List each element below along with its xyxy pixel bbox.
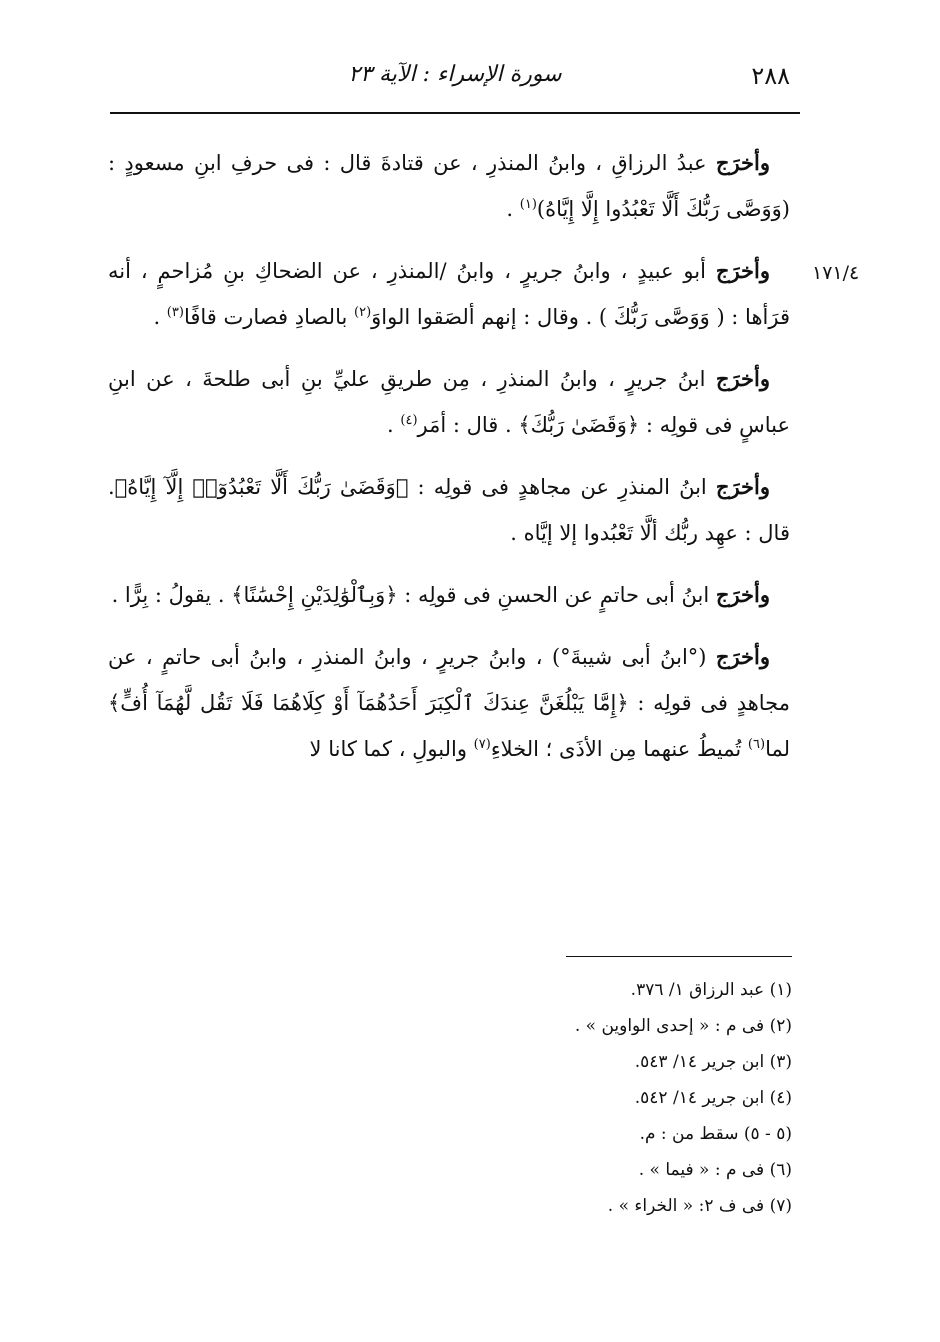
footnote: (١) عبد الرزاق ١/ ٣٧٦. [630, 980, 792, 1000]
paragraph-text: ابنُ أبى حاتمٍ عن الحسنِ فى قولِه : ﴿وَبِٱلْوَٰلِدَيْنِ إِحْسَٰنًا﴾ . يقولُ : بِرًّا . [111, 583, 716, 607]
footnote-marker: (٣) [166, 305, 184, 320]
paragraph-text-end: . [506, 197, 520, 221]
header-divider [110, 112, 800, 114]
paragraph-text: أبو عبيدٍ ، وابنُ جريرٍ ، وابنُ /المنذرِ ، عن الضحاكِ بنِ مُزاحمٍ ، أنه قرَأها : ( وَوَصَّى رَبُّكَ ) . وقال : إنهم ألصَقوا الواوَ [108, 259, 790, 329]
footnote-marker: (٤) [400, 413, 418, 428]
page-number: ٢٨٨ [751, 62, 790, 90]
paragraph [108, 356, 790, 448]
footnote-marker: (٦) [747, 737, 766, 752]
paragraph [108, 572, 790, 618]
footnote-marker: (١) [519, 197, 537, 212]
paragraph-text: (°ابنُ أبى شيبةَ°) ، وابنُ جريرٍ ، وابنُ المنذرِ ، وابنُ أبى حاتمٍ ، عن مجاهدٍ فى قولِه : ﴿إِمَّا يَبْلُغَنَّ عِندَكَ ٱلْكِبَرَ أَحَدُهُمَآ أَوْ كِلَاهُمَا فَلَا تَقُل لَّهُمَآ أُفٍّ﴾ لما [108, 645, 790, 761]
footnote: (٢) فى م : « إحدى الواوين » . [574, 1016, 792, 1036]
footnote: (٥ - ٥) سقط من : م. [639, 1124, 792, 1144]
paragraph-lead: وأخرَج [715, 150, 770, 175]
footnote: (٣) ابن جرير ١٤/ ٥٤٣. [634, 1052, 792, 1072]
footnotes [300, 972, 792, 1224]
margin-reference: ١٧١/٤ [812, 262, 860, 284]
paragraph-text: ابنُ المنذرِ عن مجاهدٍ فى قولِه : ﴿وَقَضَىٰ رَبُّكَ أَلَّا تَعْبُدُوٓا۟ إِلَّآ إِيَّاهُ﴾. قال : عهِد ربُّك ألَّا تَعْبُدوا إلا إيَّاه . [108, 475, 790, 545]
paragraph [108, 248, 860, 340]
paragraph [108, 634, 790, 772]
paragraph-text: ابنُ جريرٍ ، وابنُ المنذرِ ، مِن طريقِ عليِّ بنِ أبى طلحةَ ، عن ابنِ عباسٍ فى قولِه : ﴿وَقَضَىٰ رَبُّكَ﴾ . قال : أمَر [108, 367, 790, 437]
paragraph-text-middle: بالصادِ فصارت قافًا [183, 305, 354, 329]
paragraph-text-end: والبولِ ، كما كانا لا [309, 737, 474, 761]
paragraph-lead: وأخرَج [715, 366, 770, 391]
footnote-marker: (٧) [473, 737, 491, 752]
footnote: (٤) ابن جرير ١٤/ ٥٤٢. [634, 1088, 792, 1108]
paragraph-text: عبدُ الرزاقِ ، وابنُ المنذرِ ، عن قتادةَ قال : فى حرفِ ابنِ مسعودٍ : (وَوَصَّى رَبُّكَ أَلَّا تَعْبُدُوا إِلَّا إِيَّاهُ) [108, 151, 790, 221]
footnote-marker: (٢) [354, 305, 372, 320]
paragraph [108, 464, 790, 556]
paragraph-lead: وأخرَج [715, 474, 770, 499]
paragraph-text-end: . [153, 305, 167, 329]
paragraph-text-end: . [387, 413, 401, 437]
running-title: سورة الإسراء : الآية ٢٣ [348, 62, 562, 87]
footnote: (٧) فى ف ٢: « الخراء » . [607, 1196, 792, 1216]
paragraph [108, 140, 790, 232]
page-header [110, 58, 800, 98]
paragraph-lead: وأخرَج [715, 258, 770, 283]
footnote-divider [566, 956, 792, 957]
paragraph-text-middle: تُميطُ عنهما مِن الأذَى ؛ الخلاءِ [490, 737, 748, 761]
footnote: (٦) فى م : « فيما » . [638, 1160, 792, 1180]
paragraph-lead: وأخرَج [715, 582, 770, 607]
main-text [108, 140, 860, 788]
paragraph-lead: وأخرَج [715, 644, 770, 669]
